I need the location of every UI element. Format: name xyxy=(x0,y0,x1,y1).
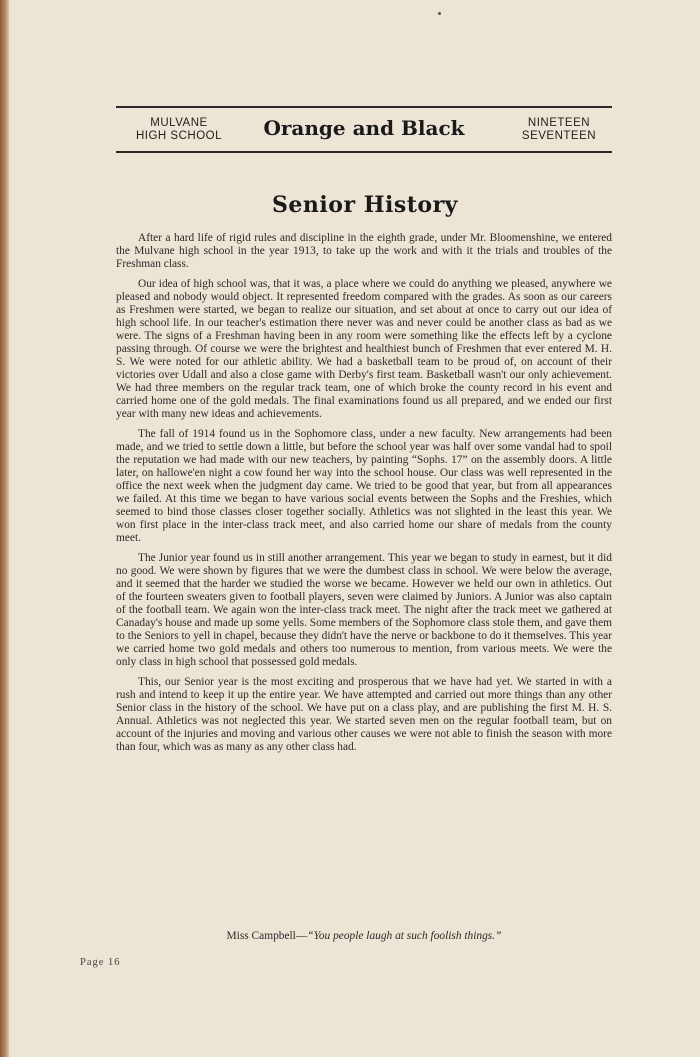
history-paragraph: The Junior year found us in still another arrangement. This year we began to study in earnest, but it did no good. We were shown by figures that we were the dumbest class in school. We were below the average, and it seemed that the harder we studied the worse we became. However we held our own in athletics. Out of the fourteen sweaters given to football players, seven were claimed by Juniors. A Junior was also captain of the football team. We again won the inter-class track meet. The night after the track meet we gathered at Canaday's house and made up some yells. Some members of the Sophomore class stole them, and gave them to the Seniors to yell in chapel, because they didn't have the nerve or backbone to do it themselves. This year we carried home two gold medals and others too numerous to mention, from various meets. We were the only class in high school that possessed gold medals. xyxy=(116,551,612,668)
header-year xyxy=(514,117,604,143)
header-year-line1: NINETEEN xyxy=(527,117,591,129)
print-speck xyxy=(438,12,441,15)
page-header xyxy=(116,106,612,153)
section-title: Senior History xyxy=(272,192,458,218)
closing-quote xyxy=(116,930,612,942)
header-year-line2: SEVENTEEN xyxy=(521,130,597,142)
quote-speaker: Miss Campbell— xyxy=(226,930,308,942)
header-school xyxy=(124,117,234,143)
header-school-line2: HIGH SCHOOL xyxy=(135,130,222,142)
quote-text: “You people laugh at such foolish things.” xyxy=(307,930,502,942)
header-publication-title: Orange and Black xyxy=(263,116,465,140)
history-paragraph: After a hard life of rigid rules and discipline in the eighth grade, under Mr. Bloomenshine, we entered the Mulvane high school in the year 1913, to take up the work and with it the trials and troubles of the Freshman class. xyxy=(116,232,612,271)
header-school-line1: MULVANE xyxy=(150,117,208,129)
history-body xyxy=(116,232,612,760)
page-binding-edge xyxy=(0,0,9,1057)
history-paragraph: Our idea of high school was, that it was, a place where we could do anything we pleased, anywhere we pleased and nobody would object. It represented freedom compared with the grades. As soon as our careers as Freshmen were started, we began to realize our situation, and set about at once to carry out our idea of high school life. In our teacher's estimation there never was and never could be another class as bad as we were. The signs of a Freshman having been in any room were something like the effects left by a cyclone passing through. Of course we were the brightest and healthiest bunch of Freshmen that ever entered M. H. S. We were noted for our athletic ability. We had a basketball team to be proud of, on account of their victories over Udall and also a close game with Derby's first team. Basketball wasn't our only achievement. We had three members on the regular track team, one of which broke the county record in his event and carried home one of the gold medals. The final examinations found us all prepared, and we ended our first year with many new ideas and achievements. xyxy=(116,277,612,421)
page-number: Page 16 xyxy=(80,957,121,968)
history-paragraph: The fall of 1914 found us in the Sophomore class, under a new faculty. New arrangements had been made, and we tried to settle down a little, but before the school year was half over some vandal had to spoil the reputation we had made with our new teachers, by painting “Sophs. 17” on the assembly doors. A little later, on hallowe'en night a cow found her way into the school house. Our class was well represented in the office the next week when the judgment day came. We tried to be good that year, but from all appearances we failed. At this time we began to have various social events between the Sophs and the Freshies, which seemed to bind those classes closer together socially. Athletics was not slighted in the least this year. We won first place in the inter-class track meet, and also carried home our share of medals from the county meet. xyxy=(116,427,612,545)
history-paragraph: This, our Senior year is the most exciting and prosperous that we have had yet. We started in with a rush and intend to keep it up the entire year. We have attempted and carried out more things than any other Senior class in the history of the school. We have put on a class play, and are publishing the first M. H. S. Annual. Athletics was not neglected this year. We started seven men on the regular football team, but on account of the injuries and moving and various other causes we were not able to finish the season with more than four, which was as many as any other class had. xyxy=(116,675,612,753)
